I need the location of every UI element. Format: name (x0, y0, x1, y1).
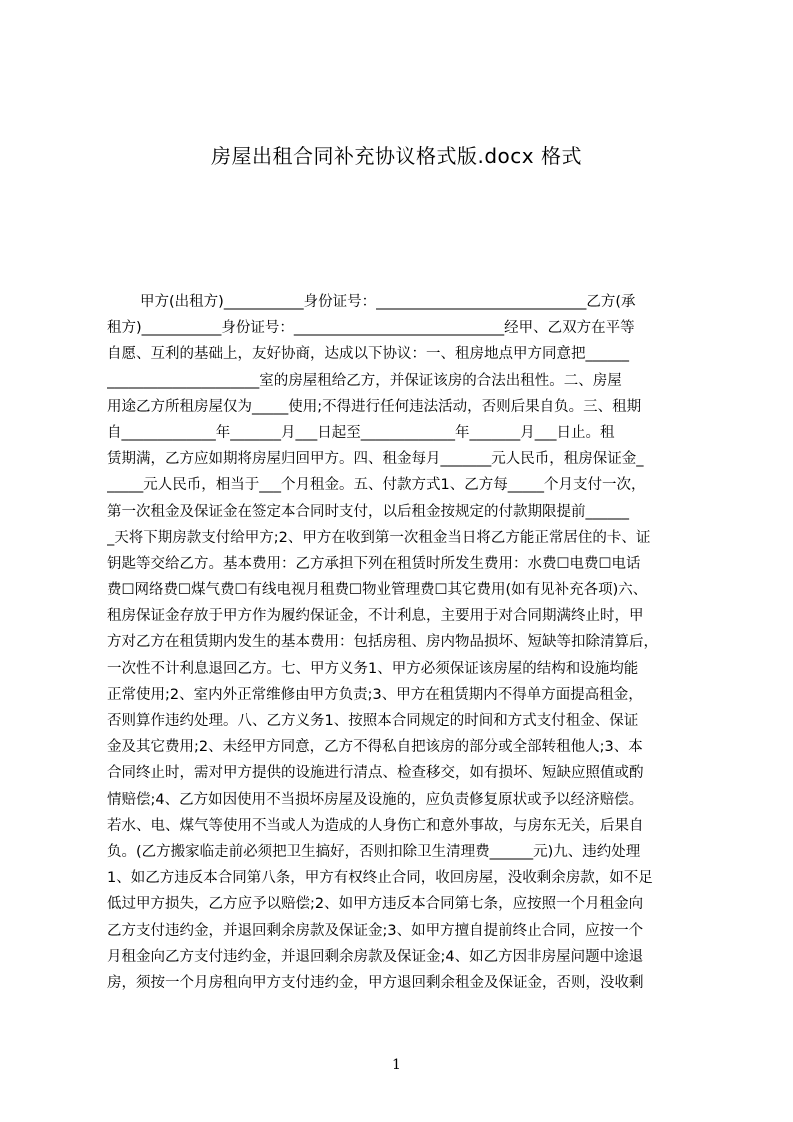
body-line: 第一次租金及保证金在签定本合同时支付，以后租金按规定的付款期限提前______ (107, 503, 629, 520)
body-line: 情赔偿;4、乙方如因使用不当损坏房屋及设施的，应负责修复原状或予以经济赔偿。 (107, 791, 644, 808)
body-line: 自愿、互利的基础上，友好协商，达成以下协议：一、租房地点甲方同意把______ (107, 346, 629, 363)
body-line: _____________________室的房屋租给乙方，并保证该房的合法出租性。二、房屋 (107, 372, 622, 389)
body-line: 自_____________年_______月___日起至_____________年_______月___日止。租 (107, 424, 615, 441)
body-line: 房，须按一个月房租向甲方支付违约金，甲方退回剩余租金及保证金，否则，没收剩 (107, 974, 644, 991)
body-line: 甲方(出租方)___________身份证号：_____________________________乙方(承 (140, 294, 636, 310)
body-line: 负。(乙方搬家临走前必须把卫生搞好，否则扣除卫生清理费______元)九、违约处理 (107, 843, 641, 860)
body-line: 租方)___________身份证号：_____________________________经甲、乙双方在平等 (107, 320, 635, 337)
body-line: 正常使用;2、室内外正常维修由甲方负责;3、甲方在租赁期内不得单方面提高租金， (107, 686, 643, 703)
document-title: 房屋出租合同补充协议格式版.docx 格式 (211, 144, 582, 168)
body-line: 1、如乙方违反本合同第八条，甲方有权终止合同，收回房屋，没收剩余房款，如不足 (107, 870, 653, 887)
body-line: 方对乙方在租赁期内发生的基本费用：包括房租、房内物品损坏、短缺等扣除清算后， (107, 634, 658, 651)
body-line: 赁期满，乙方应如期将房屋归回甲方。四、租金每月_______元人民币，租房保证金_ (107, 451, 644, 468)
body-line: 一次性不计利息退回乙方。七、甲方义务1、甲方必须保证该房屋的结构和设施均能 (107, 660, 639, 677)
page-number: 1 (392, 1057, 401, 1073)
body-line: 金及其它费用;2、未经甲方同意，乙方不得私自把该房的部分或全部转租他人;3、本 (107, 739, 643, 756)
body-line: 租房保证金存放于甲方作为履约保证金，不计利息，主要用于对合同期满终止时，甲 (107, 608, 644, 625)
body-line: 用途乙方所租房屋仅为_____使用;不得进行任何违法活动，否则后果自负。三、租期 (107, 398, 642, 415)
body-line: 钥匙等交给乙方。基本费用：乙方承担下列在租赁时所发生费用：水费☐电费☐电话 (107, 555, 641, 572)
body-line: 乙方支付违约金，并退回剩余房款及保证金;3、如甲方擅自提前终止合同，应按一个 (107, 922, 644, 939)
body-line: 若水、电、煤气等使用不当或人为造成的人身伤亡和意外事故，与房东无关，后果自 (107, 817, 644, 834)
body-line: 低过甲方损失，乙方应予以赔偿;2、如甲方违反本合同第七条，应按照一个月租金向 (107, 896, 644, 913)
body-line: _____元人民币，相当于___个月租金。五、付款方式1、乙方每_____个月支付一次， (107, 477, 646, 494)
body-line: 月租金向乙方支付违约金，并退回剩余房款及保证金;4、如乙方因非房屋问题中途退 (107, 948, 644, 965)
body-line: 费☐网络费☐煤气费☐有线电视月租费☐物业管理费☐其它费用(如有见补充各项)六、 (107, 582, 648, 599)
body-line: _天将下期房款支付给甲方;2、甲方在收到第一次租金当日将乙方能正常居住的卡、证 (107, 529, 651, 546)
body-line: 合同终止时，需对甲方提供的设施进行清点、检查移交，如有损坏、短缺应照值或酌 (107, 765, 644, 782)
body-line: 否则算作违约处理。八、乙方义务1、按照本合同规定的时间和方式支付租金、保证 (107, 713, 639, 729)
document-body (107, 289, 699, 996)
